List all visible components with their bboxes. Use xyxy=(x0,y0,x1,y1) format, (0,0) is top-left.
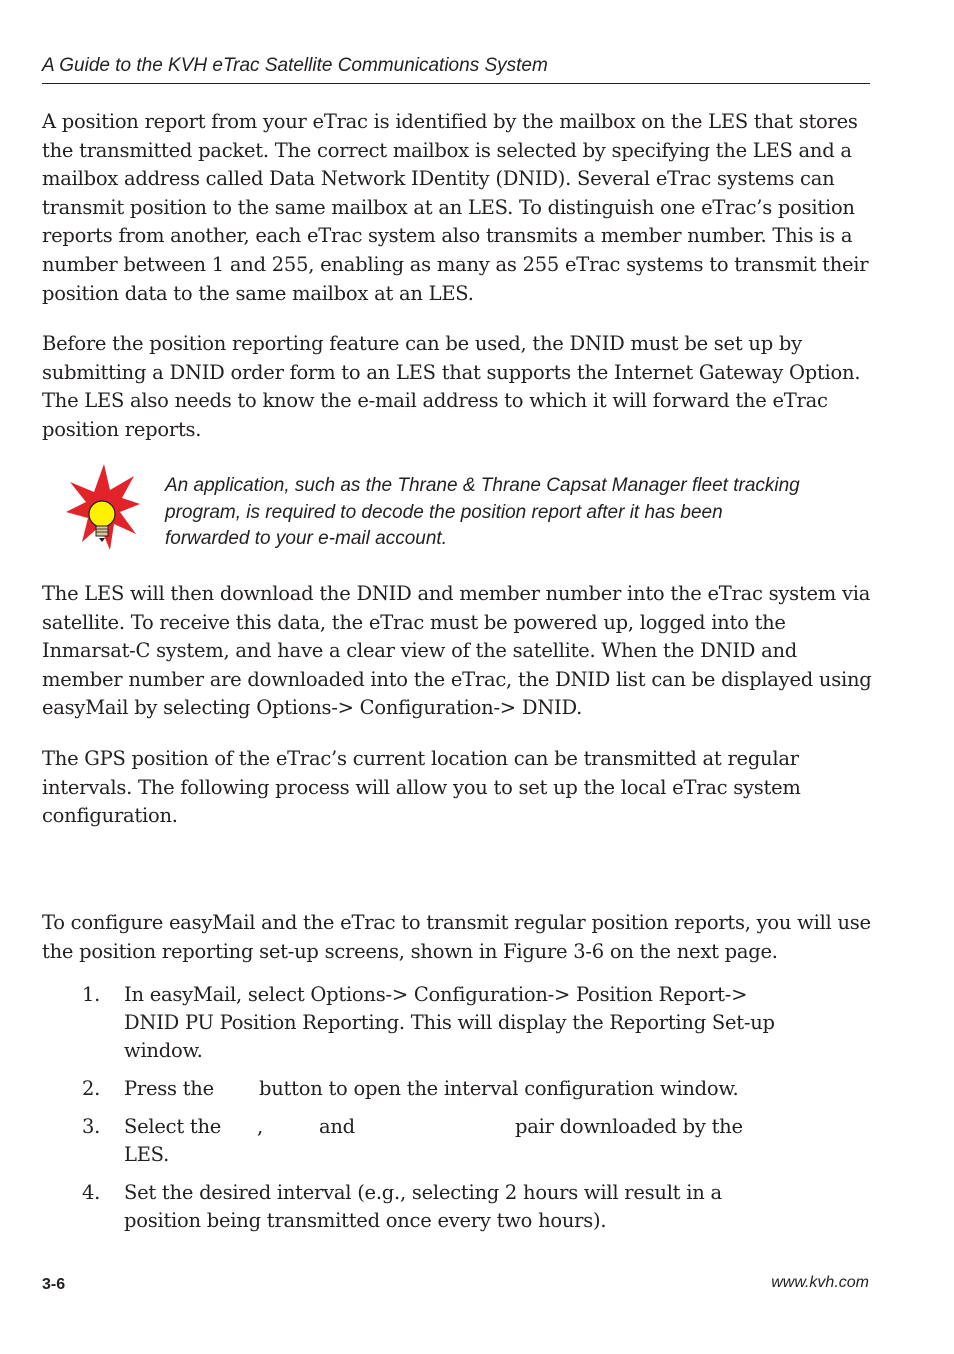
footer-url: www.kvh.com xyxy=(771,1274,869,1291)
step-text-end: button to open the interval configuration window. xyxy=(259,1077,739,1100)
paragraph-position-report: A position report from your eTrac is identified by the mailbox on the LES that stores the transmitted packet. The correct mailbox is selected by specifying the LES and a mailbox address called Data Network IDentity (DNID). Several eTrac systems can transmit position to the same mailbox at an LES. To distinguish one eTrac’s position reports from another, each eTrac system also transmits a member number. This is a number between 1 and 255, enabling as many as 255 eTrac systems to transmit their position data to the same mailbox at an LES. xyxy=(42,110,869,305)
step-text: In easyMail, select Options-> Configuration-> Position Report-> DNID PU Position Reporting. This will display the Reporting Set-up window. xyxy=(124,983,775,1062)
step-text-start: Select the xyxy=(124,1115,222,1138)
step-number: 1. xyxy=(82,983,101,1006)
page-number: 3-6 xyxy=(42,1276,66,1293)
running-header: A Guide to the KVH eTrac Satellite Communications System xyxy=(42,53,870,84)
paragraph-download: The LES will then download the DNID and member number into the eTrac system via satellite. To receive this data, the eTrac must be powered up, logged into the Inmarsat-C system, and have a clear view of the satellite. When the DNID and member number are downloaded into the eTrac, the DNID list can be displayed using easyMail by selecting Options-> Configuration-> DNID. xyxy=(42,582,872,720)
step-text-and: and xyxy=(319,1115,355,1138)
step-number: 4. xyxy=(82,1181,101,1204)
step-number: 2. xyxy=(82,1077,101,1100)
step-text-start: Press the xyxy=(124,1077,214,1100)
note-text: An application, such as the Thrane & Thrane Capsat Manager fleet tracking program, is required to decode the position report after it has been forwarded to your e-mail account. xyxy=(165,475,800,549)
step-text-pair: pair downloaded by the xyxy=(515,1115,743,1138)
step-number: 3. xyxy=(82,1115,101,1138)
step-text-les: LES. xyxy=(124,1143,170,1166)
paragraph-configure: To configure easyMail and the eTrac to transmit regular position reports, you will use the position reporting set-up screens, shown in Figure 3-6 on the next page. xyxy=(42,911,871,963)
step-text-comma: , xyxy=(257,1115,263,1138)
paragraph-dnid-setup: Before the position reporting feature can be used, the DNID must be set up by submitting a DNID order form to an LES that supports the Internet Gateway Option. The LES also needs to know the e-mail address to which it will forward the eTrac position reports. xyxy=(42,332,861,441)
lightbulb-burst-icon xyxy=(64,462,140,556)
paragraph-gps-interval: The GPS position of the eTrac’s current location can be transmitted at regular intervals. The following process will allow you to set up the local eTrac system configuration. xyxy=(42,747,801,828)
step-text: Set the desired interval (e.g., selecting 2 hours will result in a position being transmitted once every two hours). xyxy=(124,1181,722,1232)
